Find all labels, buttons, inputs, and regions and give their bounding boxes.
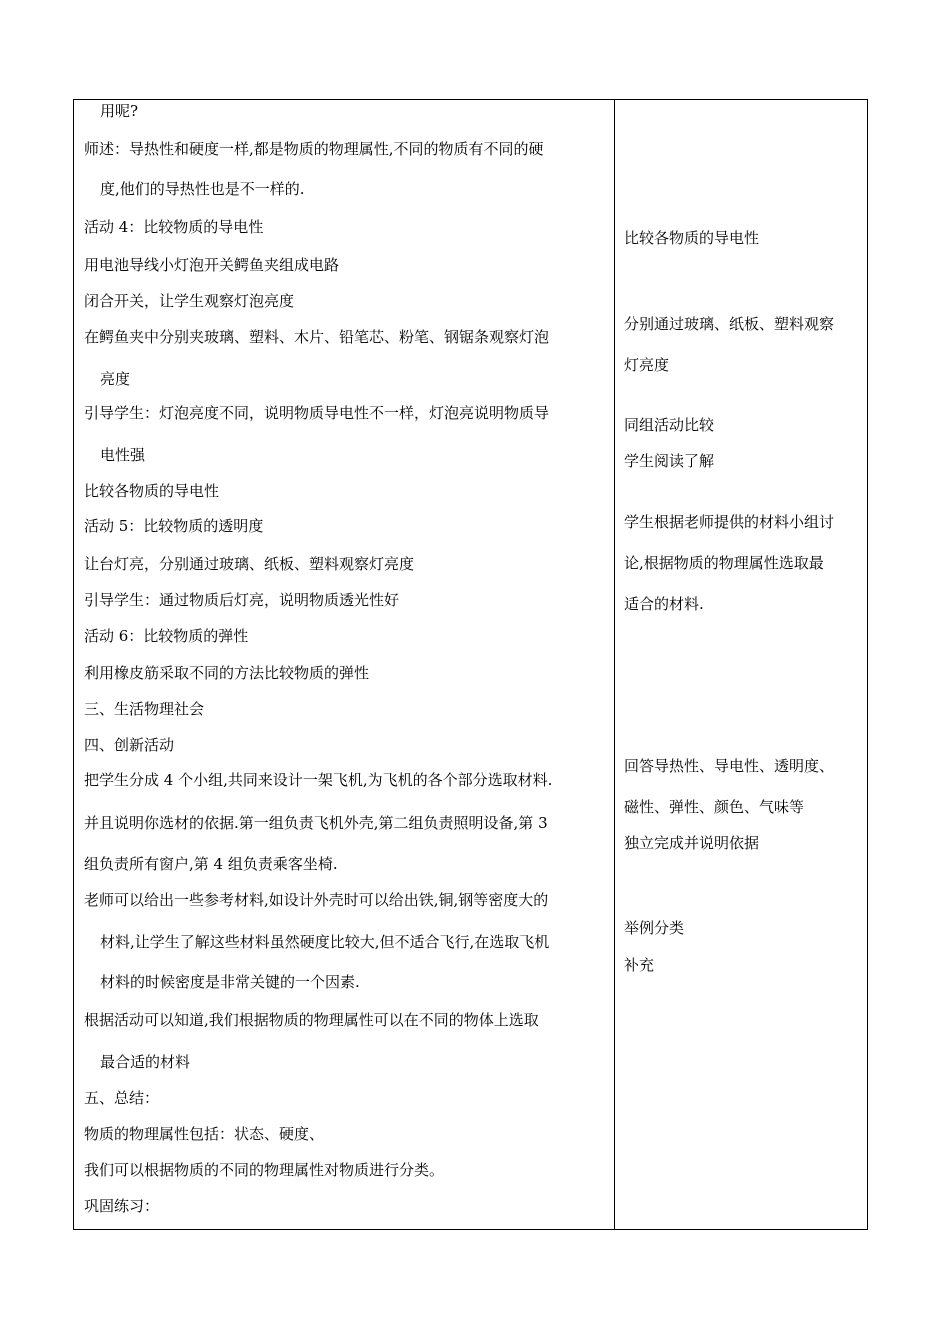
teacher-line: 材料的时候密度是非常关键的一个因素.: [100, 973, 360, 991]
teacher-line: 我们可以根据物质的不同的物理属性对物质进行分类。: [84, 1161, 445, 1179]
teacher-line: 四、创新活动: [84, 736, 175, 754]
student-line: 独立完成并说明依据: [624, 834, 760, 852]
teacher-line: 老师可以给出一些参考材料,如设计外壳时可以给出铁,铜,钢等密度大的: [84, 891, 549, 909]
student-line: 同组活动比较: [624, 416, 715, 434]
teacher-line: 并且说明你选材的依据.第一组负责飞机外壳,第二组负责照明设备,第 3: [84, 814, 548, 832]
teacher-line: 亮度: [100, 370, 131, 388]
student-line: 论,根据物质的物理属性选取最: [624, 554, 824, 572]
teacher-line: 五、总结：: [84, 1089, 160, 1107]
student-line: 比较各物质的导电性: [624, 229, 760, 247]
student-line: 分别通过玻璃、纸板、塑料观察: [624, 315, 835, 333]
student-line: 回答导热性、导电性、透明度、: [624, 757, 835, 775]
teacher-line: 闭合开关，让学生观察灯泡亮度: [84, 292, 295, 310]
student-line: 补充: [624, 956, 655, 974]
teacher-line: 用电池导线小灯泡开关鳄鱼夹组成电路: [84, 256, 340, 274]
teacher-line: 度,他们的导热性也是不一样的.: [100, 180, 305, 198]
student-line: 适合的材料.: [624, 595, 704, 613]
student-line: 灯亮度: [624, 356, 670, 374]
teacher-line: 巩固练习：: [84, 1197, 160, 1215]
teacher-line: 师述：导热性和硬度一样,都是物质的物理属性,不同的物质有不同的硬: [84, 140, 544, 158]
teacher-line: 用呢?: [100, 102, 139, 120]
teacher-line: 活动 4：比较物质的导电性: [84, 218, 264, 236]
teacher-line: 利用橡皮筋采取不同的方法比较物质的弹性: [84, 664, 370, 682]
teacher-line: 材料,让学生了解这些材料虽然硬度比较大,但不适合飞行,在选取飞机: [100, 933, 550, 951]
student-line: 举例分类: [624, 919, 685, 937]
student-line: 学生阅读了解: [624, 452, 715, 470]
teacher-line: 把学生分成 4 个小组,共同来设计一架飞机,为飞机的各个部分选取材料.: [84, 771, 553, 789]
teacher-line: 比较各物质的导电性: [84, 482, 220, 500]
teacher-line: 组负责所有窗户,第 4 组负责乘客坐椅.: [84, 855, 338, 873]
teacher-line: 让台灯亮，分别通过玻璃、纸板、塑料观察灯亮度: [84, 555, 415, 573]
teacher-line: 电性强: [100, 446, 146, 464]
teacher-line: 活动 6：比较物质的弹性: [84, 627, 249, 645]
teacher-line: 三、生活物理社会: [84, 700, 205, 718]
lesson-table: [73, 99, 868, 1230]
student-line: 学生根据老师提供的材料小组讨: [624, 513, 835, 531]
teacher-line: 物质的物理属性包括：状态、硬度、: [84, 1125, 325, 1143]
teacher-line: 引导学生：灯泡亮度不同，说明物质导电性不一样，灯泡亮说明物质导: [84, 404, 550, 422]
column-divider: [614, 100, 615, 1229]
student-line: 磁性、弹性、颜色、气味等: [624, 798, 805, 816]
teacher-line: 最合适的材料: [100, 1053, 191, 1071]
teacher-line: 在鳄鱼夹中分别夹玻璃、塑料、木片、铅笔芯、粉笔、钢锯条观察灯泡: [84, 328, 550, 346]
teacher-line: 活动 5：比较物质的透明度: [84, 517, 264, 535]
teacher-line: 根据活动可以知道,我们根据物质的物理属性可以在不同的物体上选取: [84, 1011, 539, 1029]
teacher-line: 引导学生：通过物质后灯亮，说明物质透光性好: [84, 591, 400, 609]
